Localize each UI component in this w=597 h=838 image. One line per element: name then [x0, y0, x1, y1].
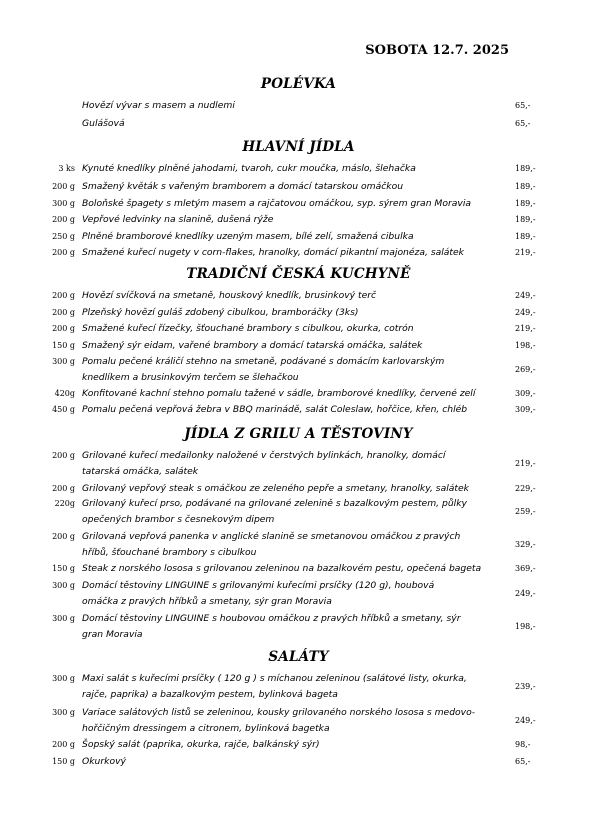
item-description: Vepřové ledvinky na slanině, dušená rýže — [82, 214, 274, 225]
item-description: Hovězí svíčková na smetaně, houskový knedlík, brusinkový terč — [82, 290, 377, 301]
item-price: 249,- — [515, 291, 536, 300]
item-weight: 200 g — [52, 308, 75, 317]
item-description: Smažený sýr eidam, vařené brambory a domácí tatarská omáčka, salátek — [82, 340, 423, 351]
item-price: 229,- — [515, 484, 536, 493]
item-price: 309,- — [515, 389, 536, 398]
item-weight: 200 g — [52, 324, 75, 333]
item-description: knedlíkem a brusinkovým terčem se šlehačkou — [82, 372, 299, 383]
item-weight: 200 g — [52, 215, 75, 224]
item-weight: 200 g — [52, 532, 75, 541]
item-description: Domácí těstoviny LINGUINE s houbovou omáčkou z pravých hříbků a smetany, sýr — [82, 613, 461, 624]
item-description: Steak z norského lososa s grilovanou zeleninou na bazalkovém pestu, opečená bageta — [82, 563, 482, 574]
item-weight: 300 g — [52, 614, 75, 623]
item-description: Smažené kuřecí řízečky, šťouchané brambory s cibulkou, okurka, cotrón — [82, 323, 414, 334]
section-heading: POLÉVKA — [260, 76, 337, 92]
item-weight: 300 g — [52, 357, 75, 366]
item-weight: 300 g — [52, 708, 75, 717]
item-price: 219,- — [515, 248, 536, 257]
item-weight: 250 g — [52, 232, 75, 241]
section-heading: HLAVNÍ JÍDLA — [242, 139, 355, 155]
item-weight: 420g — [54, 389, 75, 398]
menu-date: SOBOTA 12.7. 2025 — [365, 43, 509, 58]
item-weight: 300 g — [52, 674, 75, 683]
item-description: Grilovaný kuřecí prso, podávané na grilované zelenině s bazalkovým pestem, půlky — [82, 498, 467, 509]
item-description: Grilovaný vepřový steak s omáčkou ze zeleného pepře a smetany, hranolky, salátek — [82, 483, 469, 494]
section-heading: TRADIČNÍ ČESKÁ KUCHYNĚ — [186, 266, 411, 282]
item-price: 189,- — [515, 232, 536, 241]
item-weight: 150 g — [52, 564, 75, 573]
item-price: 269,- — [515, 365, 536, 374]
item-weight: 150 g — [52, 757, 75, 766]
item-weight: 200 g — [52, 740, 75, 749]
item-price: 189,- — [515, 182, 536, 191]
item-description: Hovězí vývar s masem a nudlemi — [82, 100, 235, 111]
item-weight: 300 g — [52, 199, 75, 208]
item-description: tatarská omáčka, salátek — [82, 466, 199, 477]
item-price: 309,- — [515, 405, 536, 414]
item-description: Variace salátových listů se zeleninou, kousky grilovaného norského lososa s medovo- — [82, 707, 476, 718]
item-price: 219,- — [515, 459, 536, 468]
item-description: Konfitované kachní stehno pomalu tažené v sádle, bramborové knedlíky, červené zelí — [82, 388, 476, 399]
item-weight: 300 g — [52, 581, 75, 590]
item-description: Boloňské špagety s mletým masem a rajčatovou omáčkou, syp. sýrem gran Moravia — [82, 198, 472, 209]
item-weight: 200 g — [52, 182, 75, 191]
item-description: Pomalu pečená vepřová žebra v BBQ marinádě, salát Coleslaw, hořčice, křen, chléb — [82, 404, 468, 415]
item-price: 98,- — [515, 740, 531, 749]
item-description: Šopský salát (paprika, okurka, rajče, balkánský sýr) — [82, 739, 320, 750]
item-weight: 200 g — [52, 451, 75, 460]
item-price: 369,- — [515, 564, 536, 573]
item-price: 249,- — [515, 716, 536, 725]
item-description: Smažené kuřecí nugety v corn-flakes, hranolky, domácí pikantní majonéza, salátek — [82, 247, 465, 258]
item-price: 198,- — [515, 341, 536, 350]
item-description: Plzeňský hovězí guláš zdobený cibulkou, bramboráčky (3ks) — [82, 307, 359, 318]
item-weight: 200 g — [52, 248, 75, 257]
item-price: 249,- — [515, 589, 536, 598]
item-description: hříbů, šťouchané brambory s cibulkou — [82, 547, 257, 558]
section-heading: JÍDLA Z GRILU A TĚSTOVINY — [184, 426, 413, 442]
item-price: 189,- — [515, 215, 536, 224]
item-price: 65,- — [515, 101, 531, 110]
item-description: opečených brambor s česnekovým dipem — [82, 514, 275, 525]
item-price: 219,- — [515, 324, 536, 333]
item-description: Kynuté knedlíky plněné jahodami, tvaroh, cukr moučka, máslo, šlehačka — [82, 163, 416, 174]
item-description: Maxi salát s kuřecími prsíčky ( 120 g ) s míchanou zeleninou (salátové listy, okurka, — [82, 673, 467, 684]
item-description: omáčka z pravých hříbků a smetany, sýr gran Moravia — [82, 596, 332, 607]
item-price: 65,- — [515, 119, 531, 128]
item-weight: 3 ks — [58, 164, 75, 173]
item-price: 65,- — [515, 757, 531, 766]
item-price: 239,- — [515, 682, 536, 691]
item-description: rajče, paprika) a bazalkovým pestem, bylinková bageta — [82, 689, 338, 700]
item-weight: 220g — [54, 499, 75, 508]
item-weight: 200 g — [52, 484, 75, 493]
item-price: 198,- — [515, 622, 536, 631]
item-weight: 450 g — [52, 405, 75, 414]
item-price: 249,- — [515, 308, 536, 317]
item-price: 189,- — [515, 199, 536, 208]
section-heading: SALÁTY — [268, 649, 329, 665]
item-description: Gulášová — [82, 118, 125, 129]
item-description: Pomalu pečené králičí stehno na smetaně, podávané s domácím karlovarským — [82, 356, 445, 367]
item-description: Grilované kuřecí medailonky naložené v čerstvých bylinkách, hranolky, domácí — [82, 450, 446, 461]
item-description: gran Moravia — [82, 629, 143, 640]
item-description: Grilovaná vepřová panenka v anglické slanině se smetanovou omáčkou z pravých — [82, 531, 461, 542]
item-price: 189,- — [515, 164, 536, 173]
item-description: Smažený květák s vařeným bramborem a domácí tatarskou omáčkou — [82, 181, 404, 192]
item-description: hořčičným dressingem a citronem, bylinková bagetka — [82, 723, 330, 734]
item-description: Plněné bramborové knedlíky uzeným masem, bílé zelí, smažená cibulka — [82, 231, 414, 242]
item-price: 329,- — [515, 540, 536, 549]
item-description: Domácí těstoviny LINGUINE s grilovanými kuřecími prsíčky (120 g), houbová — [82, 580, 435, 591]
item-weight: 200 g — [52, 291, 75, 300]
item-description: Okurkový — [82, 756, 126, 767]
item-weight: 150 g — [52, 341, 75, 350]
item-price: 259,- — [515, 507, 536, 516]
